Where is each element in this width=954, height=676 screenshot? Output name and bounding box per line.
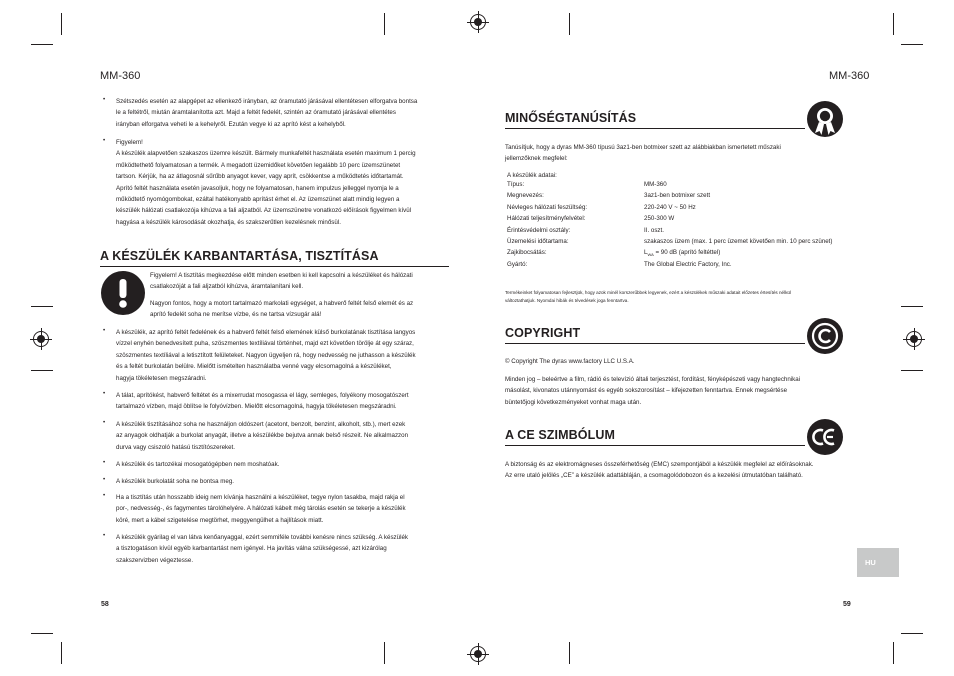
text-line: másolást, kivonatos utánnyomást és egyéb sokszorosítást – kifejezetten fenntartva. Ennek megsértése (505, 387, 788, 395)
text-line: Szétszedés esetén az alapgépet az ellenkező irányban, az óramutató járásával ellentétesen elforgatva bontsa (116, 98, 418, 105)
quality-seal-icon (806, 100, 844, 138)
text-line: Aprító feltét használata esetén javasoljuk, hogy ne folyamatosan, hanem impulzus jelleggel nyomja le a (116, 184, 399, 192)
page-number-left: 58 (101, 601, 109, 608)
bullet: • (103, 476, 106, 483)
text-line: A készülék burkolatát soha ne bontsa meg. (116, 478, 234, 485)
text-line: Figyelem! (116, 139, 143, 146)
copyright-line: © Copyright The dyras www.factory LLC U.S.A. (505, 358, 635, 365)
text-line: tartalmazó vízben, majd öblítse le folyóvízben. Mielőtt elcsomagolná, hagyja tökéletesen megszáradni. (116, 403, 397, 411)
text-line: büntetőjogi következményeket vonhat maga után. (505, 398, 642, 406)
text-line: durva vagy csiszoló hatású tisztítószereket. (116, 443, 235, 451)
spec-label: Névleges hálózati feszültség: (507, 203, 588, 211)
noise-value: = 90 dB (aprító feltéttel) (653, 249, 721, 257)
text-line: A készülék és tartozékai mosogatógépben nem moshatóak. (116, 461, 280, 468)
spec-value: szakaszos üzem (max. 1 perc üzemet követően min. 10 perc szünet) (644, 237, 833, 245)
text-line: és a feltét burkolatán belülre. Mielőtt ismételten használatba venné vagy elcsomagolná a készüléket, (116, 363, 392, 371)
spec-value: II. oszt. (644, 226, 664, 234)
ce-mark-icon (806, 418, 844, 456)
text-line: működtethető folyamatosan a termék. A megadott üzemidőket követően legalább 10 perc üzemszünetet (116, 161, 401, 169)
disclaimer-note (505, 289, 791, 305)
exclamation-warning-icon (100, 270, 146, 316)
spec-label: Zajkibocsátás: (507, 249, 547, 257)
section-rule (505, 445, 805, 446)
text-line: az anyagok oldhatják a burkolat anyagát, illetve a készülékbe bejutva annak belső részeit. Ne alkalmazzon (116, 432, 409, 440)
bullet: • (103, 532, 106, 539)
section-title-maintenance: A KÉSZÜLÉK KARBANTARTÁSA, TISZTÍTÁSA (100, 249, 379, 263)
bullet: • (103, 327, 106, 334)
text-line: jellemzőknek megfelel: (505, 155, 568, 163)
spec-label: Gyártó: (507, 260, 528, 268)
text-line: le a feltétről, miután áramtalanította azt. Majd a feltét fedelét, szintén az óramutató járásával ellentétes (116, 109, 396, 117)
section-title-ce: A CE SZIMBÓLUM (505, 428, 615, 442)
text-line: A tálat, aprítókést, habverő feltétet és a mixerrudat mosogassa el lágy, semleges, folyékony mosogatószert (116, 392, 409, 399)
spec-label: Típus: (507, 181, 525, 188)
warning-text (150, 270, 413, 321)
table-row (507, 215, 832, 226)
text-line: köré, mert a kábel szigetelése megtörhet, meggyengülhet a hajlítások miatt. (116, 516, 324, 524)
noise-subscript: WA (647, 252, 654, 258)
text-line: hagyása a készülék károsodását okozhatja, és szakszerűtlen kezelésnek minősül. (116, 218, 341, 226)
text-line: működtető nyomógombokat, ezáltal hatékonyabb aprítást érhet el. Az üzemszünet alatt mindig legyen a (116, 196, 400, 204)
bullet: • (103, 137, 106, 144)
text-line: csatlakozóját a fali aljzatból kihúzva, áramtalanítani kell. (150, 283, 304, 291)
spec-label: Érintésvédelmi osztály: (507, 226, 571, 234)
spec-value: 220-240 V ~ 50 Hz (644, 203, 696, 211)
text-line: hagyja tökéletesen megszáradni. (116, 374, 207, 382)
model-label-left: MM-360 (100, 70, 141, 82)
spec-value: 250-300 W (644, 215, 675, 223)
language-tab (857, 548, 899, 577)
bullet: • (103, 419, 106, 426)
text-line: Ha a tisztítás után hosszabb ideig nem kívánja használni a készüléket, tegye nylon tasakba, majd rakja el (116, 494, 405, 501)
text-line: aprító fedelét soha ne merítse vízbe, és ne tartsa vízsugár alá! (150, 311, 322, 319)
text-line: A biztonság és az elektromágneses összeférhetőség (EMC) szempontjából a készülék megfelel az előírásoknak. (505, 461, 814, 468)
section-rule (505, 343, 805, 344)
section-rule (505, 128, 805, 129)
table-row (507, 261, 832, 272)
spec-table (507, 181, 832, 272)
ce-text (505, 459, 814, 482)
table-row (507, 181, 832, 192)
spec-value: MM-360 (644, 181, 667, 188)
text-line: szöszmentes textíliával a letisztított felületeket. Nagyon ügyeljen rá, hogy nedvesség ne juthasson a készülék (116, 351, 416, 359)
text-line: Termékeinket folyamatosan fejlesztjük, hogy azok minél korszerűbbek legyenek, ezért a készülékek műszaki adatait előzetes értesítés nélkül (505, 290, 791, 295)
text-line: tartson. Kérjük, ha az átlagosnál sűrűbb anyagot kever, vagy aprít, csökkentse a működtetés időtartamát. (116, 173, 404, 181)
table-row (507, 204, 832, 215)
bullet: • (103, 96, 106, 103)
table-row (507, 227, 832, 238)
spec-value: The Global Electric Factory, Inc. (644, 260, 732, 268)
text-line: A készülék, az aprító feltét fedelének és a habverő feltét felső elemének külső burkolatának tisztítása langyos (116, 329, 416, 336)
registration-mark-icon (470, 646, 486, 662)
model-label-right: MM-360 (829, 70, 870, 82)
section-title-quality: MINŐSÉGTANÚSÍTÁS (505, 111, 637, 125)
text-line: készülék hálózati csatlakozója kihúzva a fali aljzatból. Az üzemszünetre vonatkozó előírások figyelmen kívül (116, 207, 412, 215)
section-rule (100, 266, 449, 267)
text-line: a tisztogatáson kívül egyéb karbantartást nem igényel. Ha javítás válna szükségessé, azt kizárólag (116, 545, 387, 553)
copyright-icon (806, 317, 844, 355)
spec-label: Üzemelési időtartama: (507, 237, 569, 245)
text-line: változtathatjuk. Nyomdai hibák és tévedések joga fenntartva. (505, 298, 629, 303)
section-title-copyright: COPYRIGHT (505, 326, 581, 340)
page-number-right: 59 (843, 601, 851, 608)
text-line: Az erre utaló jelölés „CE” a készülék adattábláján, a csomagolódobozon és a kezelési útmutatóban található. (505, 472, 803, 480)
text-line: Figyelem! A tisztítás megkezdése előtt minden esetben ki kell kapcsolni a készüléket és hálózati (150, 272, 413, 279)
registration-mark-icon (470, 14, 486, 30)
text-line: A készülék gyárilag el van látva kenőanyaggal, ezért semmiféle további kenésre nincs szükség. A készülék (116, 534, 409, 541)
text-line: irányban elforgatva veheti le a kehelyről. Ezután vegye ki az aprító kést a kehelyből. (116, 120, 346, 128)
copyright-text (505, 374, 800, 408)
spec-label: Megnevezés: (507, 192, 544, 200)
table-row (507, 249, 832, 260)
table-row (507, 238, 832, 249)
text-line: Nagyon fontos, hogy a motort tartalmazó markolati egységet, a habverő feltét felső elemét és az (150, 299, 414, 307)
text-line: szakszervizben végeztesse. (116, 556, 194, 564)
noise-symbol: L (644, 249, 648, 257)
registration-mark-icon (33, 331, 49, 347)
spec-header: A készülék adatai: (507, 172, 557, 179)
spec-value: 3az1-ben botmixer szett (644, 192, 711, 200)
bullet: • (103, 459, 106, 466)
quality-intro (505, 142, 781, 165)
registration-mark-icon (906, 331, 922, 347)
spec-label: Hálózati teljesítményfelvétel: (507, 215, 586, 223)
table-row (507, 192, 832, 203)
bullet: • (103, 390, 106, 397)
text-line: A készülék alapvetően szakaszos üzemre készült. Bármely munkafeltét használata esetén maximum 1 percig (116, 150, 416, 158)
language-tab-label: HU (865, 558, 876, 567)
text-line: Minden jog – beleértve a film, rádió és televízió általi terjesztést, fordítást, fényképészeti vagy hangtechnikai (505, 376, 801, 383)
text-line: vízzel enyhén benedvesített puha, szöszmentes textíliával történhet, majd ezt követően törölje át egy száraz, (116, 340, 414, 348)
bullet: • (103, 492, 106, 499)
text-line: A készülék tisztításához soha ne használjon oldószert (acetont, benzolt, benzint, alkoholt, stb.), mert ezek (116, 421, 406, 428)
text-line: por-, nedvesség-, és fagymentes tárolóhelyére. A hálózati kábelt még tárolás esetén se tekerje a készülék (116, 505, 406, 513)
text-line: Tanúsítjuk, hogy a dyras MM-360 típusú 3az1-ben botmixer szett az alábbiakban ismertetett műszaki (505, 144, 781, 151)
spec-value-noise (644, 249, 832, 260)
